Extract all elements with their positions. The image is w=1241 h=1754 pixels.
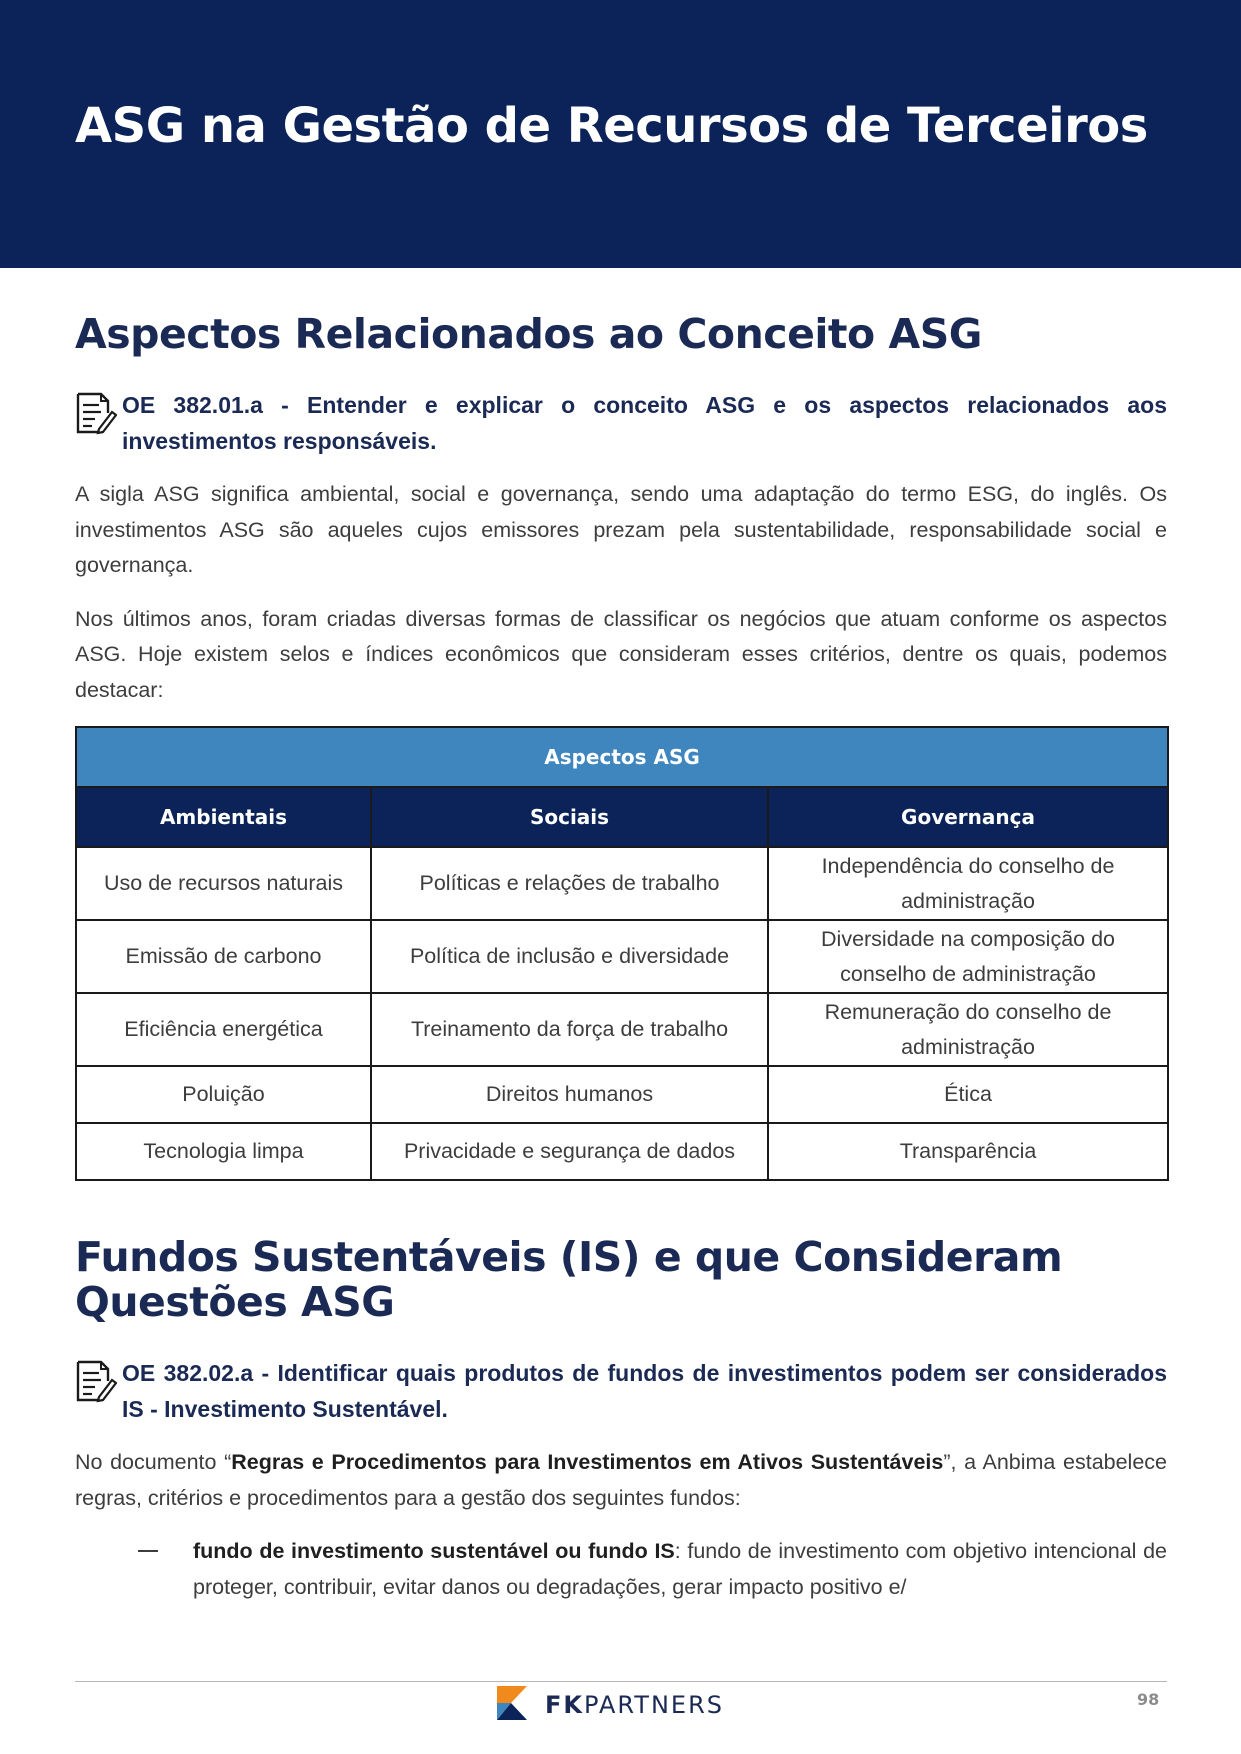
section2-heading: Fundos Sustentáveis (IS) e que Consideram Questões ASG: [75, 1233, 1063, 1326]
table-row: [76, 993, 1168, 1066]
table-cell: Independência do conselho de administração: [768, 847, 1168, 920]
header-sociais: Sociais: [371, 787, 768, 847]
header-governanca: Governança: [768, 787, 1168, 847]
header-ambientais: Ambientais: [76, 787, 371, 847]
table-row: [76, 1066, 1168, 1123]
document-edit-icon: [75, 391, 117, 435]
table-cell: Eficiência energética: [76, 993, 371, 1066]
list-item-term: fundo de investimento sustentável ou fundo IS: [193, 1539, 675, 1563]
table-cell: Emissão de carbono: [76, 920, 371, 993]
table-row: [76, 847, 1168, 920]
document-edit-icon: [75, 1359, 117, 1403]
table-cell: Política de inclusão e diversidade: [371, 920, 768, 993]
asg-aspects-table: [75, 726, 1169, 1181]
dash-bullet-icon: [138, 1550, 158, 1552]
section-2: [75, 1235, 1167, 1605]
objective-1: [75, 387, 1167, 459]
list-item-definition: : fundo de investimento com objetivo intencional de proteger, contribuir, evitar danos ou degradações, gerar impacto positivo e/: [193, 1539, 1168, 1599]
document-title: Regras e Procedimentos para Investimentos em Ativos Sustentáveis: [231, 1450, 944, 1474]
table-cell: Direitos humanos: [371, 1066, 768, 1123]
page-number: 98: [1137, 1690, 1160, 1709]
table-cell: Transparência: [768, 1123, 1168, 1180]
table-cell: Privacidade e segurança de dados: [371, 1123, 768, 1180]
objective-2: [75, 1355, 1167, 1427]
objective-2-text: OE 382.02.a - Identificar quais produtos de fundos de investimentos podem ser considerados IS - Investimento Sustentável.: [122, 1360, 1167, 1422]
table-cell: Ética: [768, 1066, 1168, 1123]
list-item: [75, 1534, 1167, 1605]
table-cell: Políticas e relações de trabalho: [371, 847, 768, 920]
list-item-text: [193, 1534, 1167, 1605]
table-row: [76, 1123, 1168, 1180]
fk-partners-logo: [497, 1686, 747, 1726]
table-cell: Poluição: [76, 1066, 371, 1123]
paragraph-3-suffix: ”, a Anbima estabelece regras, critérios e procedimentos para a gestão dos seguintes fundos:: [75, 1450, 1168, 1510]
table-cell: Remuneração do conselho de administração: [768, 993, 1168, 1066]
table-row: [76, 920, 1168, 993]
paragraph-3-prefix: No documento “: [75, 1450, 232, 1474]
table-cell: Tecnologia limpa: [76, 1123, 371, 1180]
table-cell: Uso de recursos naturais: [76, 847, 371, 920]
footer-divider: [75, 1681, 1167, 1682]
section1-heading: Aspectos Relacionados ao Conceito ASG: [75, 310, 982, 358]
table-title: Aspectos ASG: [76, 727, 1168, 787]
logo-wordmark: FKPARTNERS: [545, 1691, 724, 1719]
table-cell: Diversidade na composição do conselho de administração: [768, 920, 1168, 993]
table-cell: Treinamento da força de trabalho: [371, 993, 768, 1066]
objective-1-text: OE 382.01.a - Entender e explicar o conceito ASG e os aspectos relacionados aos investimentos responsáveis.: [122, 392, 1167, 454]
paragraph-2: Nos últimos anos, foram criadas diversas formas de classificar os negócios que atuam conforme os aspectos ASG. Hoje existem selos e índices econômicos que consideram esses critérios, dentre os quais, podemos destacar:: [75, 606, 1167, 702]
content: [75, 312, 1167, 1605]
paragraph-3: [75, 1445, 1167, 1516]
header-band: [0, 0, 1241, 268]
fk-logo-mark-icon: [497, 1686, 527, 1720]
page-title: ASG na Gestão de Recursos de Terceiros: [75, 98, 1148, 154]
paragraph-1: A sigla ASG significa ambiental, social e governança, sendo uma adaptação do termo ESG, do inglês. Os investimentos ASG são aqueles cujos emissores prezam pela sustentabilidade, responsabilidade social e governança.: [75, 482, 1167, 577]
